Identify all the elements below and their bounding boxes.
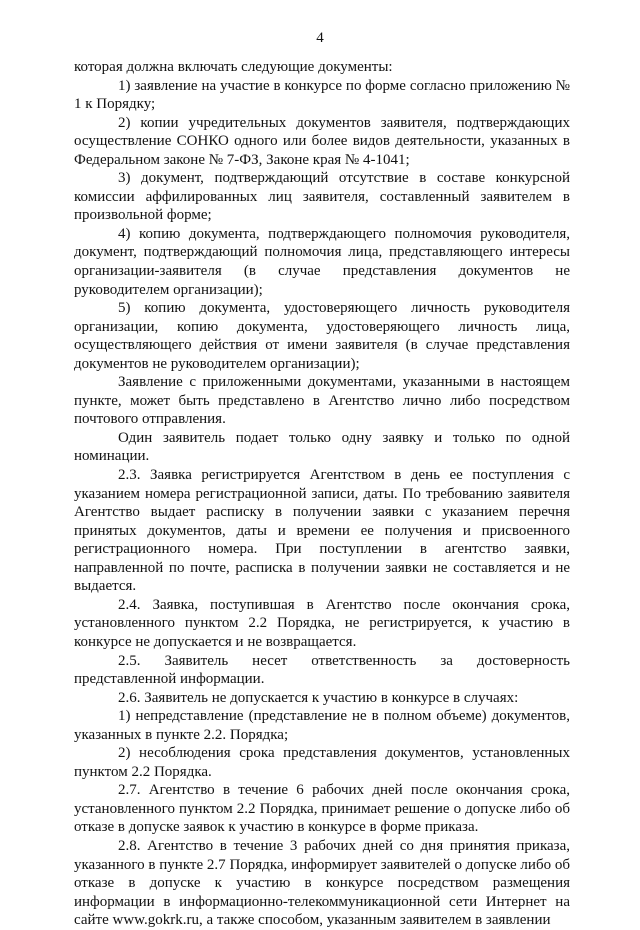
paragraph: Заявление с приложенными документами, указанными в настоящем пункте, может быть представлено в Агентство лично либо посредством почтового отправления. (74, 374, 570, 428)
paragraph: 4) копию документа, подтверждающего полномочия руководителя, документ, подтверждающий полномочия лица, представляющего интересы организации-заявителя (в случае представления документов не руководителем организации); (74, 225, 570, 298)
paragraph: 2.7. Агентство в течение 6 рабочих дней после окончания срока, установленного пунктом 2.2 Порядка, принимает решение о допуске либо об отказе в допуске заявок к участию в конкурсе в форме приказа. (74, 782, 570, 836)
paragraph: 1) непредставление (представление не в полном объеме) документов, указанных в пункте 2.2. Порядка; (74, 708, 570, 743)
paragraph: 3) документ, подтверждающий отсутствие в составе конкурсной комиссии аффилированных лиц заявителя, составленный заявителем в произвольной форме; (74, 170, 570, 224)
paragraph: 2.5. Заявитель несет ответственность за достоверность представленной информации. (74, 652, 570, 688)
document-body (74, 58, 570, 930)
paragraph: 2) несоблюдения срока представления документов, установленных пунктом 2.2 Порядка. (74, 745, 570, 780)
paragraph: которая должна включать следующие документы: (74, 59, 393, 75)
paragraph: 5) копию документа, удостоверяющего личность руководителя организации, копию документа, удостоверяющего личность лица, осуществляющего действия от имени заявителя (в случае представления документов не руководителем организации); (74, 300, 570, 372)
paragraph: 2) копии учредительных документов заявителя, подтверждающих осуществление СОНКО одного или более видов деятельности, указанных в Федеральном законе № 7-ФЗ, Законе края № 4-1041; (74, 114, 570, 168)
paragraph: 2.3. Заявка регистрируется Агентством в день ее поступления с указанием номера регистрационной записи, даты. По требованию заявителя Агентство выдает расписку в получении заявки с указанием перечня принятых документов, даты и времени ее получения и присвоенного регистрационного номера. При поступлении в агентство заявки, направленной по почте, расписка в получении заявки не составляется и не выдается. (74, 467, 570, 595)
paragraph: 2.4. Заявка, поступившая в Агентство после окончания срока, установленного пунктом 2.2 Порядка, не регистрируется, к участию в конкурсе не допускается и не возвращается. (74, 596, 570, 650)
paragraph: 2.6. Заявитель не допускается к участию в конкурсе в случаях: (118, 689, 519, 706)
paragraph: Один заявитель подает только одну заявку и только по одной номинации. (74, 429, 570, 465)
paragraph: 1) заявление на участие в конкурсе по форме согласно приложению № 1 к Порядку; (74, 77, 570, 113)
page-number: 4 (316, 30, 324, 46)
paragraph: 2.8. Агентство в течение 3 рабочих дней со дня принятия приказа, указанного в пункте 2.7 Порядка, информирует заявителей о допуске либо об отказе в допуске к участию в конкурсе посредством размещения информации в информационно-телекоммуникационной сети Интернет на сайте www.gokrk.ru, а также способом, указанным заявителем в заявлении (74, 837, 570, 929)
